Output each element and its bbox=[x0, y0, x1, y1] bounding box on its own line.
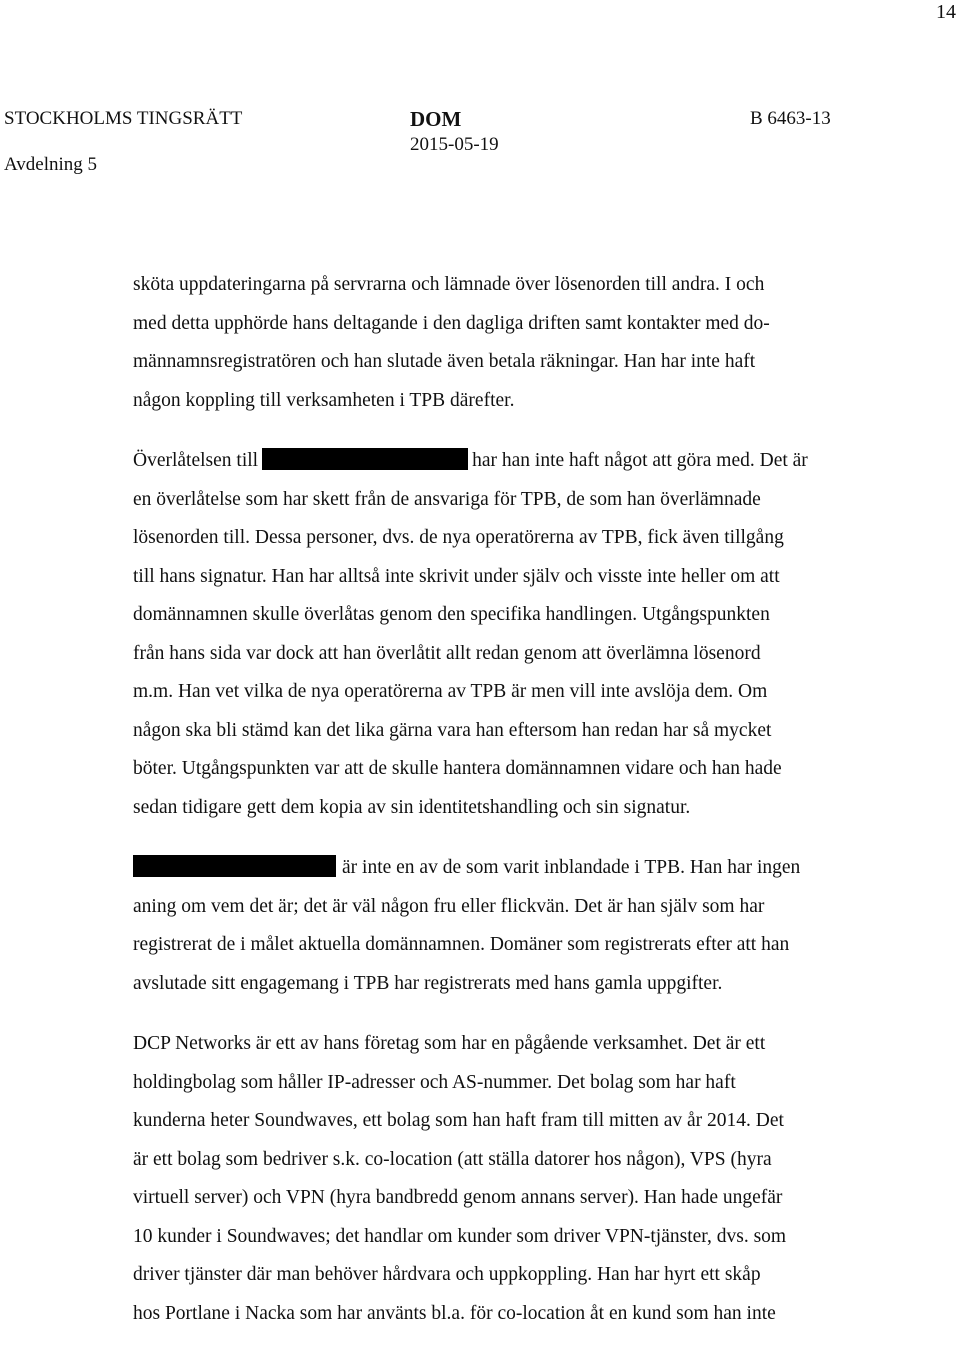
text-line: avslutade sitt engagemang i TPB har registrerats med hans gamla uppgifter. bbox=[133, 972, 723, 994]
court-division: Avdelning 5 bbox=[4, 154, 98, 175]
paragraph-3 bbox=[133, 849, 893, 1003]
text-line: m.m. Han vet vilka de nya operatörerna av TPB är men vill inte avslöja dem. Om bbox=[133, 681, 768, 702]
text-line: hos Portlane i Nacka som har använts bl.a. för co-location åt en kund som han inte bbox=[133, 1302, 776, 1324]
text-line: till hans signatur. Han har alltså inte skrivit under själv och visste inte heller om att bbox=[133, 565, 780, 587]
text-line: från hans sida var dock att han överlåtit allt redan genom att överlämna lösenord bbox=[133, 642, 761, 664]
text-line: böter. Utgångspunkten var att de skulle hantera domännamnen vidare och han hade bbox=[133, 758, 782, 779]
text-line: virtuell server) och VPN (hyra bandbredd genom annans server). Han hade ungefär bbox=[133, 1187, 783, 1208]
text-line: driver tjänster där man behöver hårdvara och uppkoppling. Han har hyrt ett skåp bbox=[133, 1264, 761, 1285]
court-name: STOCKHOLMS TINGSRÄTT bbox=[4, 108, 243, 129]
document-body bbox=[133, 266, 893, 1355]
document-date: 2015-05-19 bbox=[410, 134, 499, 155]
text-line: holdingbolag som håller IP-adresser och AS-nummer. Det bolag som har haft bbox=[133, 1071, 736, 1093]
text-line: sköta uppdateringarna på servrarna och lämnade över lösenorden till andra. I och bbox=[133, 274, 765, 295]
text-line: är ett bolag som bedriver s.k. co-location (att ställa datorer hos någon), VPS (hyra bbox=[133, 1148, 772, 1170]
text-line: domännamnen skulle överlåtas genom den specifika handlingen. Utgångspunkten bbox=[133, 604, 770, 625]
page-number: 14 bbox=[936, 1, 956, 23]
text-fragment: har han inte haft något att göra med. Det är bbox=[472, 450, 808, 471]
case-number: B 6463-13 bbox=[750, 108, 831, 129]
paragraph-4 bbox=[133, 1025, 893, 1333]
paragraph-2 bbox=[133, 442, 893, 827]
text-line: 10 kunder i Soundwaves; det handlar om kunder som driver VPN-tjänster, dvs. som bbox=[133, 1225, 787, 1247]
redaction-block bbox=[262, 448, 468, 470]
text-line: någon ska bli stämd kan det lika gärna vara han eftersom han redan har så mycket bbox=[133, 719, 772, 741]
text-line: aning om vem det är; det är väl någon fru eller flickvän. Det är han själv som har bbox=[133, 895, 765, 917]
text-line: kunderna heter Soundwaves, ett bolag som han haft fram till mitten av år 2014. Det bbox=[133, 1110, 784, 1131]
document-type: DOM bbox=[410, 107, 462, 131]
text-line: DCP Networks är ett av hans företag som har en pågående verksamhet. Det är ett bbox=[133, 1033, 766, 1054]
text-line: en överlåtelse som har skett från de ansvariga för TPB, de som han överlämnade bbox=[133, 488, 761, 510]
text-fragment: Överlåtelsen till bbox=[133, 450, 259, 471]
text-line-with-redaction bbox=[133, 442, 893, 481]
text-line: någon koppling till verksamheten i TPB därefter. bbox=[133, 389, 515, 411]
text-line: männamnsregistratören och han slutade även betala räkningar. Han har inte haft bbox=[133, 351, 756, 372]
text-line: lösenorden till. Dessa personer, dvs. de nya operatörerna av TPB, fick även tillgång bbox=[133, 527, 784, 548]
text-fragment: är inte en av de som varit inblandade i TPB. Han har ingen bbox=[342, 857, 801, 878]
redaction-block bbox=[133, 855, 336, 877]
paragraph-1 bbox=[133, 266, 893, 420]
text-line: med detta upphörde hans deltagande i den dagliga driften samt kontakter med do- bbox=[133, 312, 770, 334]
text-line: sedan tidigare gett dem kopia av sin identitetshandling och sin signatur. bbox=[133, 796, 691, 818]
text-line: registrerat de i målet aktuella domännamnen. Domäner som registrerats efter att han bbox=[133, 934, 790, 955]
text-line-with-redaction bbox=[133, 849, 893, 888]
